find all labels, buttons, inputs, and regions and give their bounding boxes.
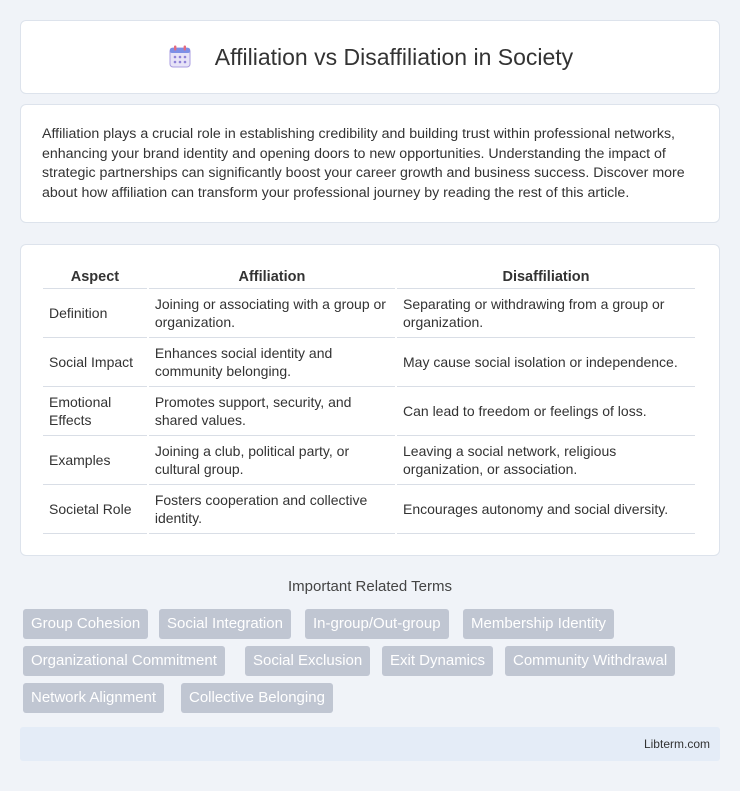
intro-card <box>20 104 720 223</box>
calendar-icon <box>167 44 193 70</box>
tag-in-group-out-group[interactable]: In-group/Out-group <box>305 609 449 639</box>
table-cell: Joining or associating with a group or organization. <box>149 289 395 338</box>
tag-organizational-commitment[interactable]: Organizational Commitment <box>23 646 225 676</box>
header-affiliation: Affiliation <box>149 265 395 289</box>
table-cell: Joining a club, political party, or cultural group. <box>149 436 395 485</box>
table-cell: Definition <box>43 289 147 338</box>
tag-membership-identity[interactable]: Membership Identity <box>463 609 614 639</box>
tag-collective-belonging[interactable]: Collective Belonging <box>181 683 333 713</box>
tag-exit-dynamics[interactable]: Exit Dynamics <box>382 646 493 676</box>
header-disaffiliation: Disaffiliation <box>397 265 695 289</box>
table-cell: Social Impact <box>43 338 147 387</box>
table-row <box>43 485 695 534</box>
table-cell: Promotes support, security, and shared values. <box>149 387 395 436</box>
table-cell: Emotional Effects <box>43 387 147 436</box>
table-cell: Encourages autonomy and social diversity. <box>397 485 695 534</box>
table-cell: Leaving a social network, religious organization, or association. <box>397 436 695 485</box>
table-row <box>43 436 695 485</box>
page-title: Affiliation vs Disaffiliation in Society <box>214 43 574 70</box>
table-cell: Fosters cooperation and collective identity. <box>149 485 395 534</box>
comparison-card <box>20 244 720 556</box>
footer-site-link[interactable]: Libterm.com <box>643 737 710 751</box>
table-row <box>43 387 695 436</box>
table-cell: Can lead to freedom or feelings of loss. <box>397 387 695 436</box>
table-cell: Examples <box>43 436 147 485</box>
table-cell: Enhances social identity and community belonging. <box>149 338 395 387</box>
tag-social-exclusion[interactable]: Social Exclusion <box>245 646 370 676</box>
table-header-row <box>43 265 695 289</box>
table-row <box>43 338 695 387</box>
table-cell: May cause social isolation or independence. <box>397 338 695 387</box>
comparison-table <box>41 265 697 534</box>
intro-text: Affiliation plays a crucial role in establishing credibility and building trust within professional networks, enhancing your brand identity and opening doors to new opportunities. Understanding the impact of strategic partnerships can significantly boost your career growth and business success. Discover more about how affiliation can transform your professional journey by reading the rest of this article. <box>42 126 685 201</box>
table-cell: Societal Role <box>43 485 147 534</box>
table-cell: Separating or withdrawing from a group or organization. <box>397 289 695 338</box>
tag-network-alignment[interactable]: Network Alignment <box>23 683 164 713</box>
footer <box>20 727 720 761</box>
table-row <box>43 289 695 338</box>
tag-community-withdrawal[interactable]: Community Withdrawal <box>505 646 675 676</box>
header-card <box>20 20 720 94</box>
related-terms-title: Important Related Terms <box>288 578 452 595</box>
tag-social-integration[interactable]: Social Integration <box>159 609 291 639</box>
tag-group-cohesion[interactable]: Group Cohesion <box>23 609 148 639</box>
header-aspect: Aspect <box>43 265 147 289</box>
